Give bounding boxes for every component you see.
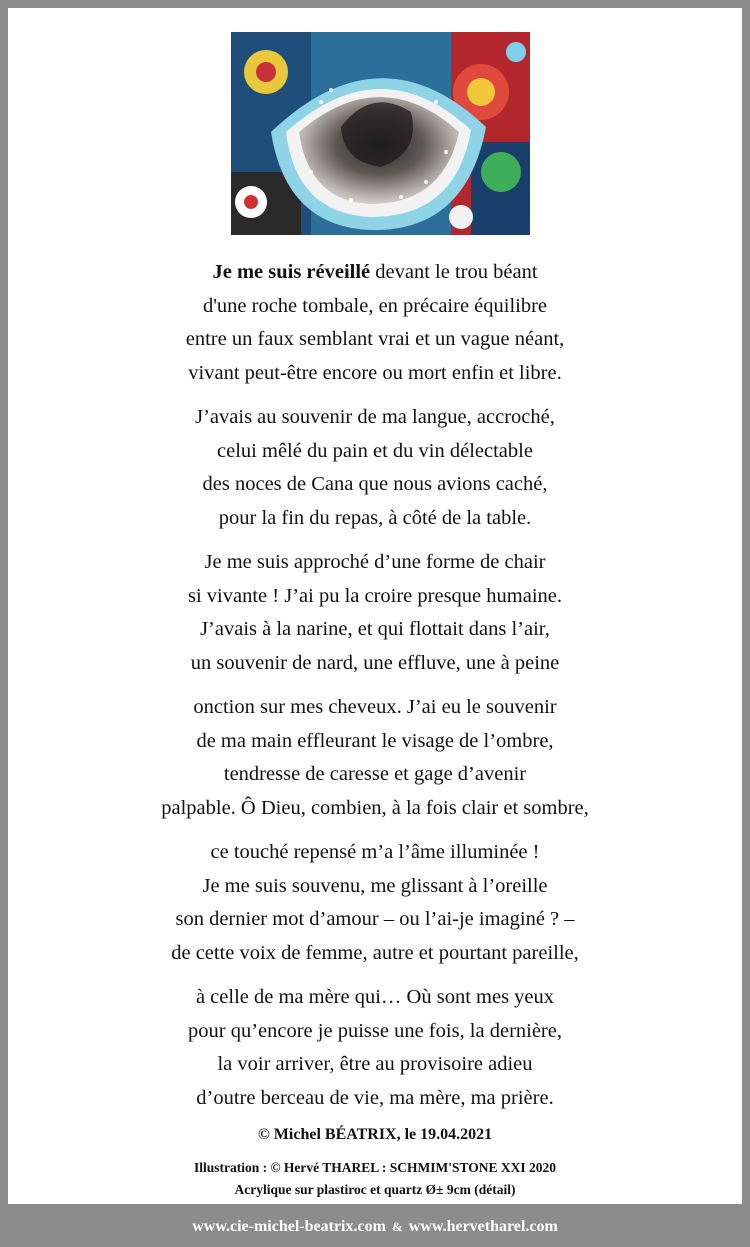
poem-line: Je me suis approché d’une forme de chair <box>204 551 546 573</box>
stanza-6 <box>8 981 742 1115</box>
poem-line: pour qu’encore je puisse une fois, la dernière, <box>188 1019 562 1042</box>
poem-line: tendresse de caresse et gage d’avenir <box>223 763 527 785</box>
author-signature: © Michel BÉATRIX, le 19.04.2021 <box>257 1126 493 1143</box>
poem-line: la voir arriver, être au provisoire adieu <box>217 1053 533 1075</box>
poem-text <box>8 256 742 1126</box>
geode-painting-image <box>231 32 530 235</box>
poem-line: ce touché repensé m’a l’âme illuminée ! <box>210 841 540 863</box>
poem-opening-bold: Je me suis réveillé <box>212 261 371 283</box>
poem-line: d'une roche tombale, en précaire équilibre <box>202 294 548 317</box>
footer-links <box>0 1206 750 1247</box>
poem-opening-rest: devant le trou béant <box>370 261 538 283</box>
poem-line: pour la fin du repas, à côté de la table. <box>218 506 532 529</box>
poem-line: à celle de ma mère qui… Où sont mes yeux <box>195 986 555 1008</box>
poem-line: son dernier mot d’amour – ou l’ai-je imaginé ? – <box>175 908 575 930</box>
poem-line: celui mêlé du pain et du vin délectable <box>217 439 533 462</box>
medium-credit: Acrylique sur plastiroc et quartz Ø± 9cm (détail) <box>234 1182 516 1197</box>
stanza-2 <box>8 401 742 535</box>
poem-line: des noces de Cana que nous avions caché, <box>202 473 548 495</box>
stanza-5 <box>8 836 742 970</box>
poem-line: entre un faux semblant vrai et un vague néant, <box>185 328 565 350</box>
poem-line: vivant peut-être encore ou mort enfin et libre. <box>188 361 562 384</box>
stanza-3 <box>8 546 742 680</box>
poem-line: un souvenir de nard, une effluve, une à peine <box>190 651 560 674</box>
stanza-4 <box>8 691 742 825</box>
poem-line: Je me suis souvenu, me glissant à l’oreille <box>202 874 548 897</box>
footer-separator: & <box>391 1219 403 1234</box>
footer-link-herve-tharel[interactable]: www.hervetharel.com <box>408 1218 558 1235</box>
poem-line: de ma main effleurant le visage de l’ombre, <box>196 729 554 752</box>
poem-line: J’avais à la narine, et qui flottait dans l’air, <box>200 618 550 640</box>
poem-line: de cette voix de femme, autre et pourtant pareille, <box>171 941 579 964</box>
footer-link-michel-beatrix[interactable]: www.cie-michel-beatrix.com <box>192 1218 386 1235</box>
poem-line: onction sur mes cheveux. J’ai eu le souvenir <box>193 696 557 718</box>
poem-line: si vivante ! J’ai pu la croire presque humaine. <box>188 584 562 607</box>
poem-line: d’outre berceau de vie, ma mère, ma prière. <box>196 1086 554 1109</box>
poem-line <box>8 256 742 290</box>
poem-card <box>8 8 742 1204</box>
stanza-1 <box>8 256 742 390</box>
poem-line: palpable. Ô Dieu, combien, à la fois clair et sombre, <box>161 796 589 819</box>
illustration-credit: Illustration : © Hervé THAREL : SCHMIM'STONE XXI 2020 <box>193 1160 557 1175</box>
poem-line: J’avais au souvenir de ma langue, accroché, <box>195 406 555 428</box>
